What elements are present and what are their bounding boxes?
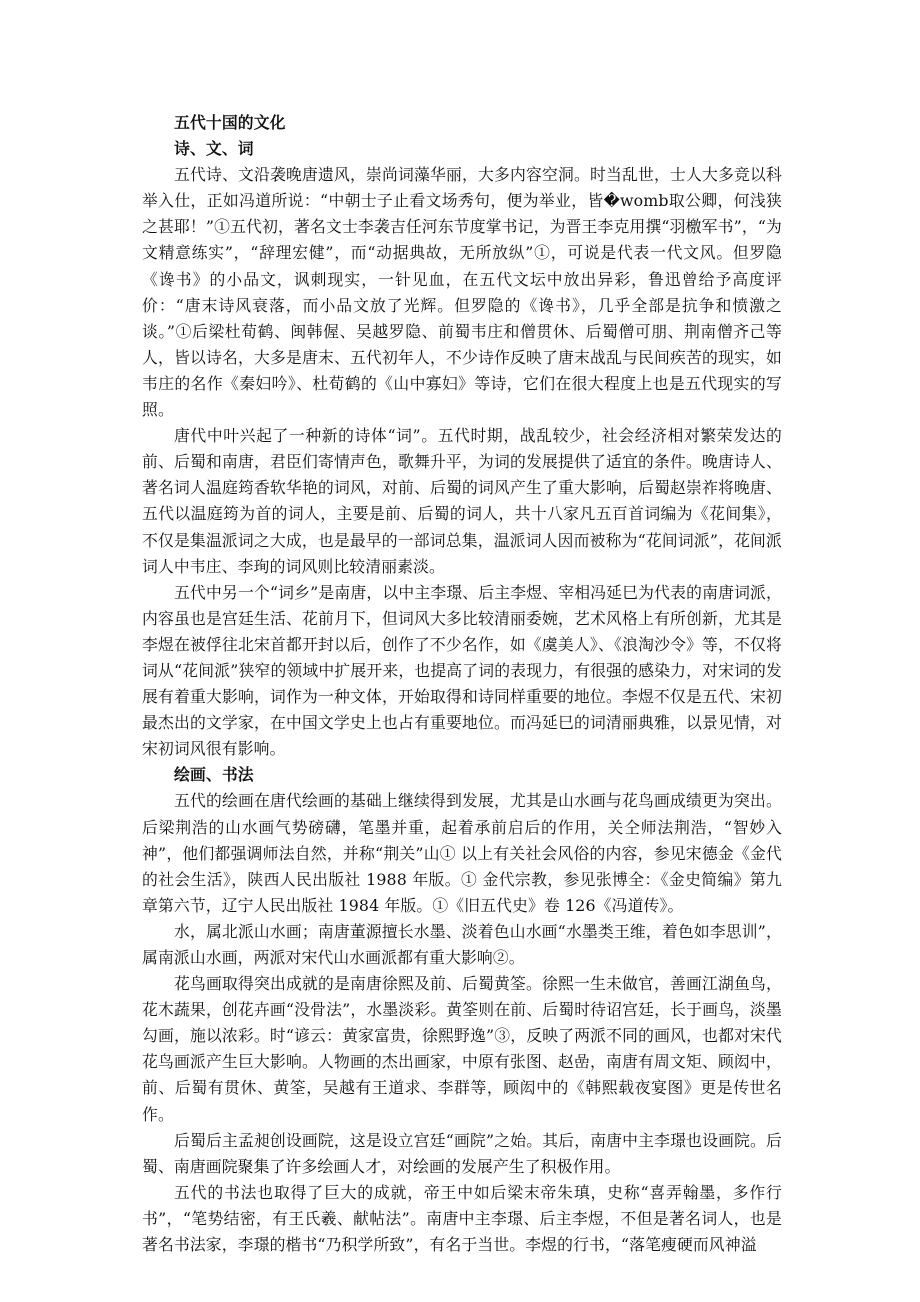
paragraph: 花鸟画取得突出成就的是南唐徐熙及前、后蜀黄筌。徐熙一生未做官，善画江湖鱼鸟，花木蔬果，创花卉画“没骨法”，水墨淡彩。黄筌则在前、后蜀时待诏宫廷，长于画鸟，淡墨勾画，施以浓彩。时“谚云：黄家富贵，徐熙野逸”③，反映了两派不同的画风，也都对宋代花鸟画派产生巨大影响。人物画的杰出画家，中原有张图、赵嵒，南唐有周文矩、顾闳中，前、后蜀有贯休、黄筌，吴越有王道求、李群等，顾闳中的《韩熙载夜宴图》更是传世名作。 (142, 974, 782, 1124)
document-title: 五代十国的文化 (174, 113, 286, 132)
paragraph: 后蜀后主孟昶创设画院，这是设立宫廷“画院”之始。其后，南唐中主李璟也设画院。后蜀、南唐画院聚集了许多绘画人才，对绘画的发展产生了积极作用。 (142, 1130, 782, 1176)
paragraph: 五代的绘画在唐代绘画的基础上继续得到发展，尤其是山水画与花鸟画成绩更为突出。后梁荆浩的山水画气势磅礴，笔墨并重，起着承前启后的作用，关仝师法荆浩，“智妙入神”，他们都强调师法自然，并称“荆关”山① 以上有关社会风俗的内容，参见宋德金《金代的社会生活》，陕西人民出版社 1988 年版。① 金代宗教，参见张博全：《金史简编》第九章第六节，辽宁人民出版社 1984 年版。①《旧五代史》卷 126《冯道传》。 (142, 791, 782, 915)
paragraph: 五代诗、文沿袭晚唐遗风，崇尚词藻华丽，大多内容空洞。时当乱世，士人大多竞以科举入仕，正如冯道所说：“中朝士子止看文场秀句，便为举业，皆�womb取公卿，何浅狭之甚耶！”①五代初，著名文士李袭吉任河东节度掌书记，为晋王李克用撰“羽檄军书”，“为文精意练实”，“辞理宏健”，而“动据典故，无所放纵”①，可说是代表一代文风。但罗隐《谗书》的小品文，讽刺现实，一针见血，在五代文坛中放出异彩，鲁迅曾给予高度评价：“唐末诗风衰落，而小品文放了光辉。但罗隐的《谗书》，几乎全部是抗争和愤激之谈。”①后梁杜荀鹤、闽韩偓、吴越罗隐、前蜀韦庄和僧贯休、后蜀僧可朋、荆南僧齐己等人，皆以诗名，大多是唐末、五代初年人，不少诗作反映了唐末战乱与民间疾苦的现实，如韦庄的名作《秦妇吟》、杜荀鹤的《山中寡妇》等诗，它们在很大程度上也是五代现实的写照。 (142, 165, 782, 420)
document-body (142, 110, 782, 1258)
paragraph: 五代的书法也取得了巨大的成就，帝王中如后梁末帝朱瑱，史称“喜弄翰墨，多作行书”，“笔势结密，有王氏羲、献帖法”。南唐中主李璟、后主李煜，不但是著名词人，也是著名书法家，李璟的楷书“乃积学所致”，有名于当世。李煜的行书，“落笔瘦硬而风神溢 (142, 1182, 782, 1255)
paragraph: 五代中另一个“词乡”是南唐，以中主李璟、后主李煜、宰相冯延巳为代表的南唐词派，内容虽也是宫廷生活、花前月下，但词风大多比较清丽委婉，艺术风格上有所创新，尤其是李煜在被俘往北宋首都开封以后，创作了不少名作，如《虞美人》、《浪淘沙令》等，不仅将词从“花间派”狭窄的领域中扩展开来，也提高了词的表现力，有很强的感染力，对宋词的发展有着重大影响，词作为一种文体，开始取得和诗同样重要的地位。李煜不仅是五代、宋初最杰出的文学家，在中国文学史上也占有重要地位。而冯延巳的词清丽典雅，以景见情，对宋初词风很有影响。 (142, 582, 782, 759)
paragraph: 唐代中叶兴起了一种新的诗体“词”。五代时期，战乱较少，社会经济相对繁荣发达的前、后蜀和南唐，君臣们寄情声色，歌舞升平，为词的发展提供了适宜的条件。晚唐诗人、著名词人温庭筠香软华艳的词风，对前、后蜀的词风产生了重大影响，后蜀赵崇祚将晚唐、五代以温庭筠为首的词人，主要是前、后蜀的词人，共十八家凡五百首词编为《花间集》，不仅是集温派词之大成，也是最早的一部词总集，温派词人因而被称为“花间词派”，花间派词人中韦庄、李珣的词风则比较清丽素淡。 (142, 426, 782, 576)
paragraph: 水，属北派山水画；南唐董源擅长水墨、淡着色山水画“水墨类王维，着色如李思训”，属南派山水画，两派对宋代山水画派都有重大影响②。 (142, 921, 782, 967)
section-heading-painting: 绘画、书法 (174, 765, 254, 785)
section-heading-poetry: 诗、文、词 (174, 139, 254, 159)
